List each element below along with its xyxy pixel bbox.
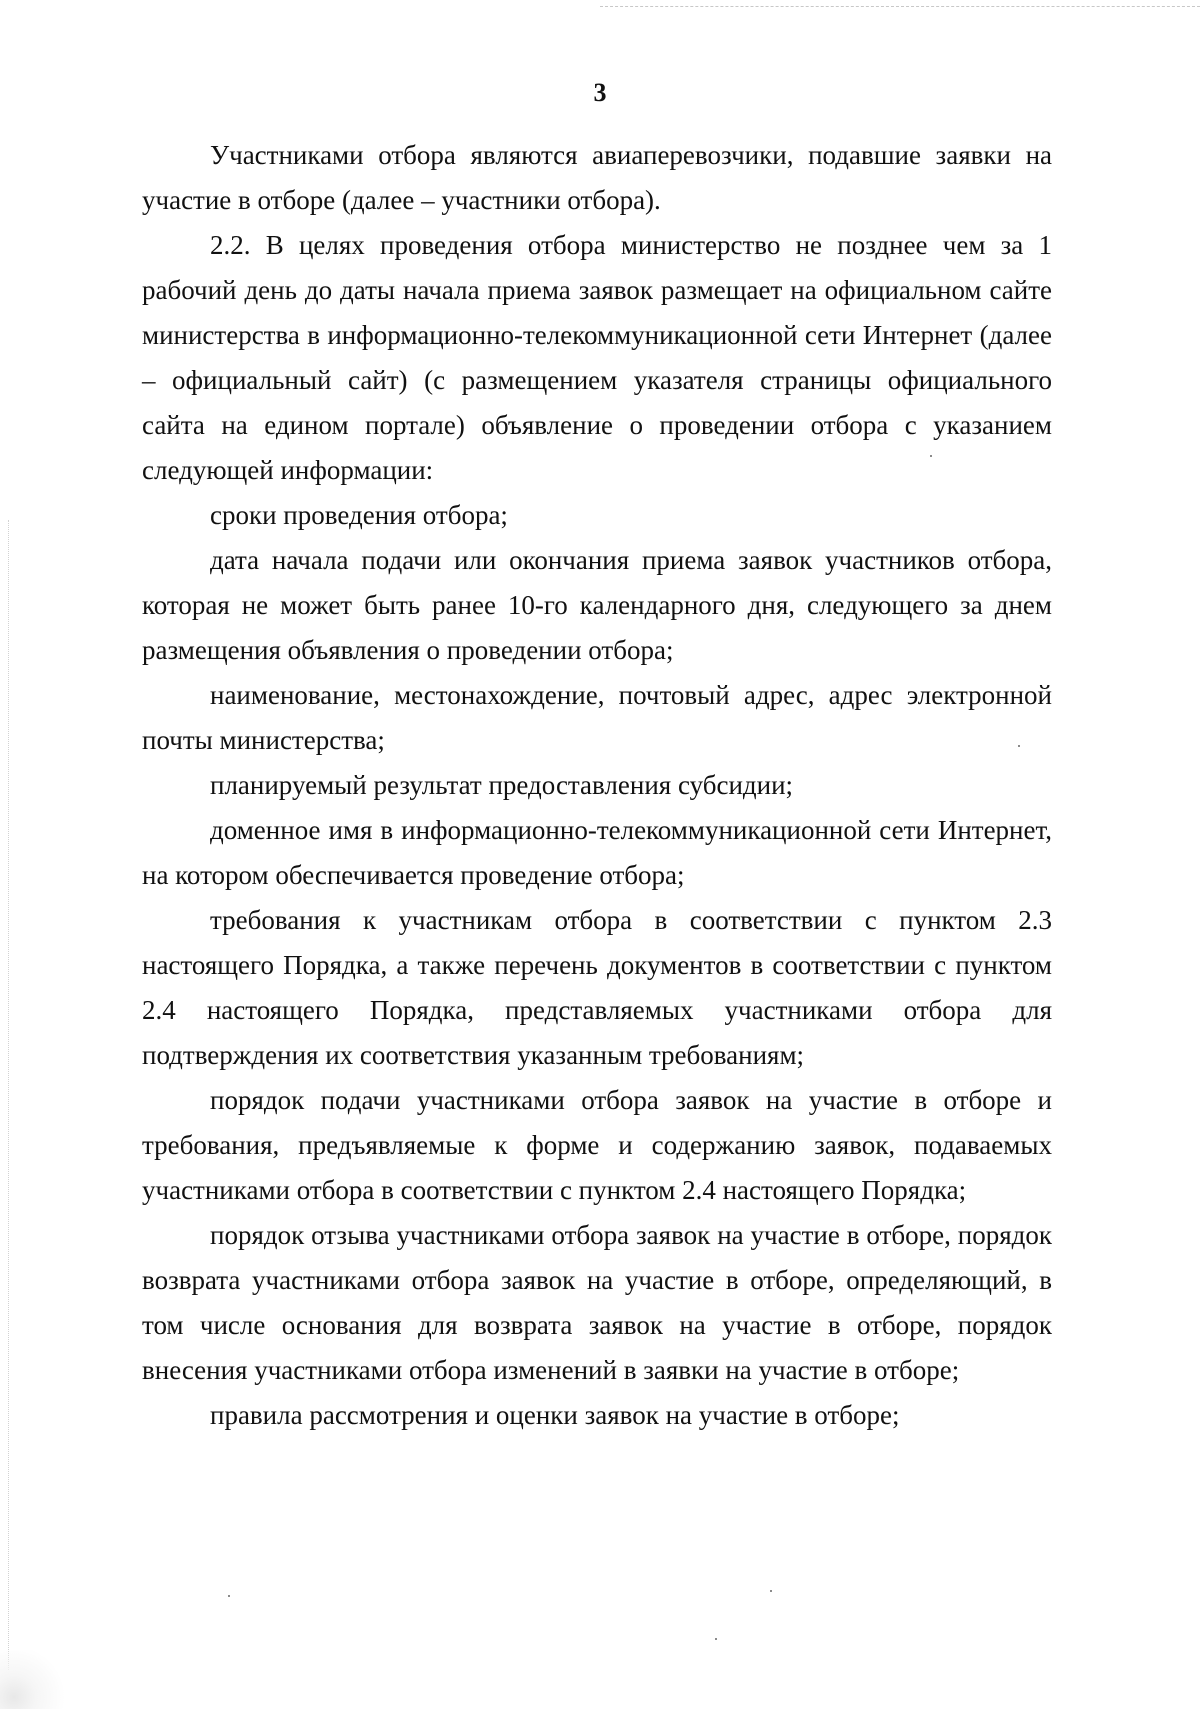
paragraph: Участниками отбора являются авиаперевозчики, подавшие заявки на участие в отборе (далее – участники отбора). <box>142 140 1052 215</box>
scan-speck <box>228 1595 230 1597</box>
body-text <box>142 133 1052 1438</box>
scan-edge-left <box>8 520 9 1670</box>
scan-edge-top <box>600 6 1200 7</box>
paragraph: требования к участникам отбора в соответствии с пунктом 2.3 настоящего Порядка, а также перечень документов в соответствии с пунктом 2.4 настоящего Порядка, представляемых участниками отбора для подтверждения их соответствия указанным требованиям; <box>142 905 1052 1070</box>
paragraph: планируемый результат предоставления субсидии; <box>210 770 794 800</box>
scan-speck <box>715 1638 717 1640</box>
scan-speck <box>770 1590 772 1592</box>
page-number: 3 <box>593 78 607 107</box>
scan-corner-shadow <box>0 1650 70 1709</box>
paragraph: наименование, местонахождение, почтовый адрес, адрес электронной почты министерства; <box>142 680 1052 755</box>
paragraph: порядок отзыва участниками отбора заявок на участие в отборе, порядок возврата участниками отбора заявок на участие в отборе, определяющий, в том числе основания для возврата заявок на участие в отборе, порядок внесения участниками отбора изменений в заявки на участие в отборе; <box>142 1220 1052 1385</box>
paragraph: дата начала подачи или окончания приема заявок участников отбора, которая не может быть ранее 10-го календарного дня, следующего за днем размещения объявления о проведении отбора; <box>142 545 1052 665</box>
paragraph: правила рассмотрения и оценки заявок на участие в отборе; <box>210 1400 900 1430</box>
paragraph: 2.2. В целях проведения отбора министерство не позднее чем за 1 рабочий день до даты начала приема заявок размещает на официальном сайте министерства в информационно-телекоммуникационной сети Интернет (далее – официальный сайт) (с размещением указателя страницы официального сайта на едином портале) объявление о проведении отбора с указанием следующей информации: <box>142 230 1052 485</box>
paragraph: сроки проведения отбора; <box>210 500 508 530</box>
paragraph: доменное имя в информационно-телекоммуникационной сети Интернет, на котором обеспечивается проведение отбора; <box>142 815 1052 890</box>
paragraph: порядок подачи участниками отбора заявок на участие в отборе и требования, предъявляемые к форме и содержанию заявок, подаваемых участниками отбора в соответствии с пунктом 2.4 настоящего Порядка; <box>142 1085 1052 1205</box>
